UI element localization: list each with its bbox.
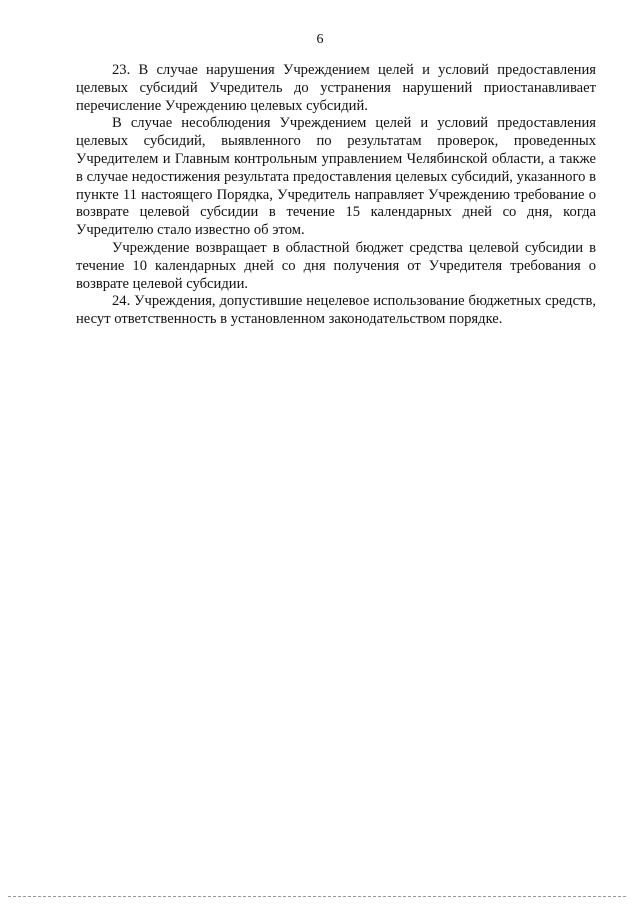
document-body (76, 62, 596, 329)
paragraph-23-refund: Учреждение возвращает в областной бюджет средства целевой субсидии в течение 10 календарных дней со дня получения от Учредителя требования о возврате целевой субсидии. (76, 239, 596, 292)
page-bottom-edge (8, 896, 626, 897)
paragraph-24: 24. Учреждения, допустившие нецелевое использование бюджетных средств, несут ответственность в установленном законодательством порядке. (76, 293, 596, 328)
paragraph-23: 23. В случае нарушения Учреждением целей и условий предоставления целевых субсидий Учредитель до устранения нарушений приостанавливает перечисление Учреждению целевых субсидий. (76, 62, 596, 114)
paragraph-23-noncompliance: В случае несоблюдения Учреждением целей и условий предоставления целевых субсидий, выявленного по результатам проверок, проведенных Учредителем и Главным контрольным управлением Челябинской области, а также в случае недостижения результата предоставления целевых субсидий, указанного в пункте 11 настоящего Порядка, Учредитель направляет Учреждению требование о возврате целевой субсидии в течение 15 календарных дней со дня, когда Учредителю стало известно об этом. (76, 115, 596, 239)
page-number: 6 (316, 32, 324, 47)
